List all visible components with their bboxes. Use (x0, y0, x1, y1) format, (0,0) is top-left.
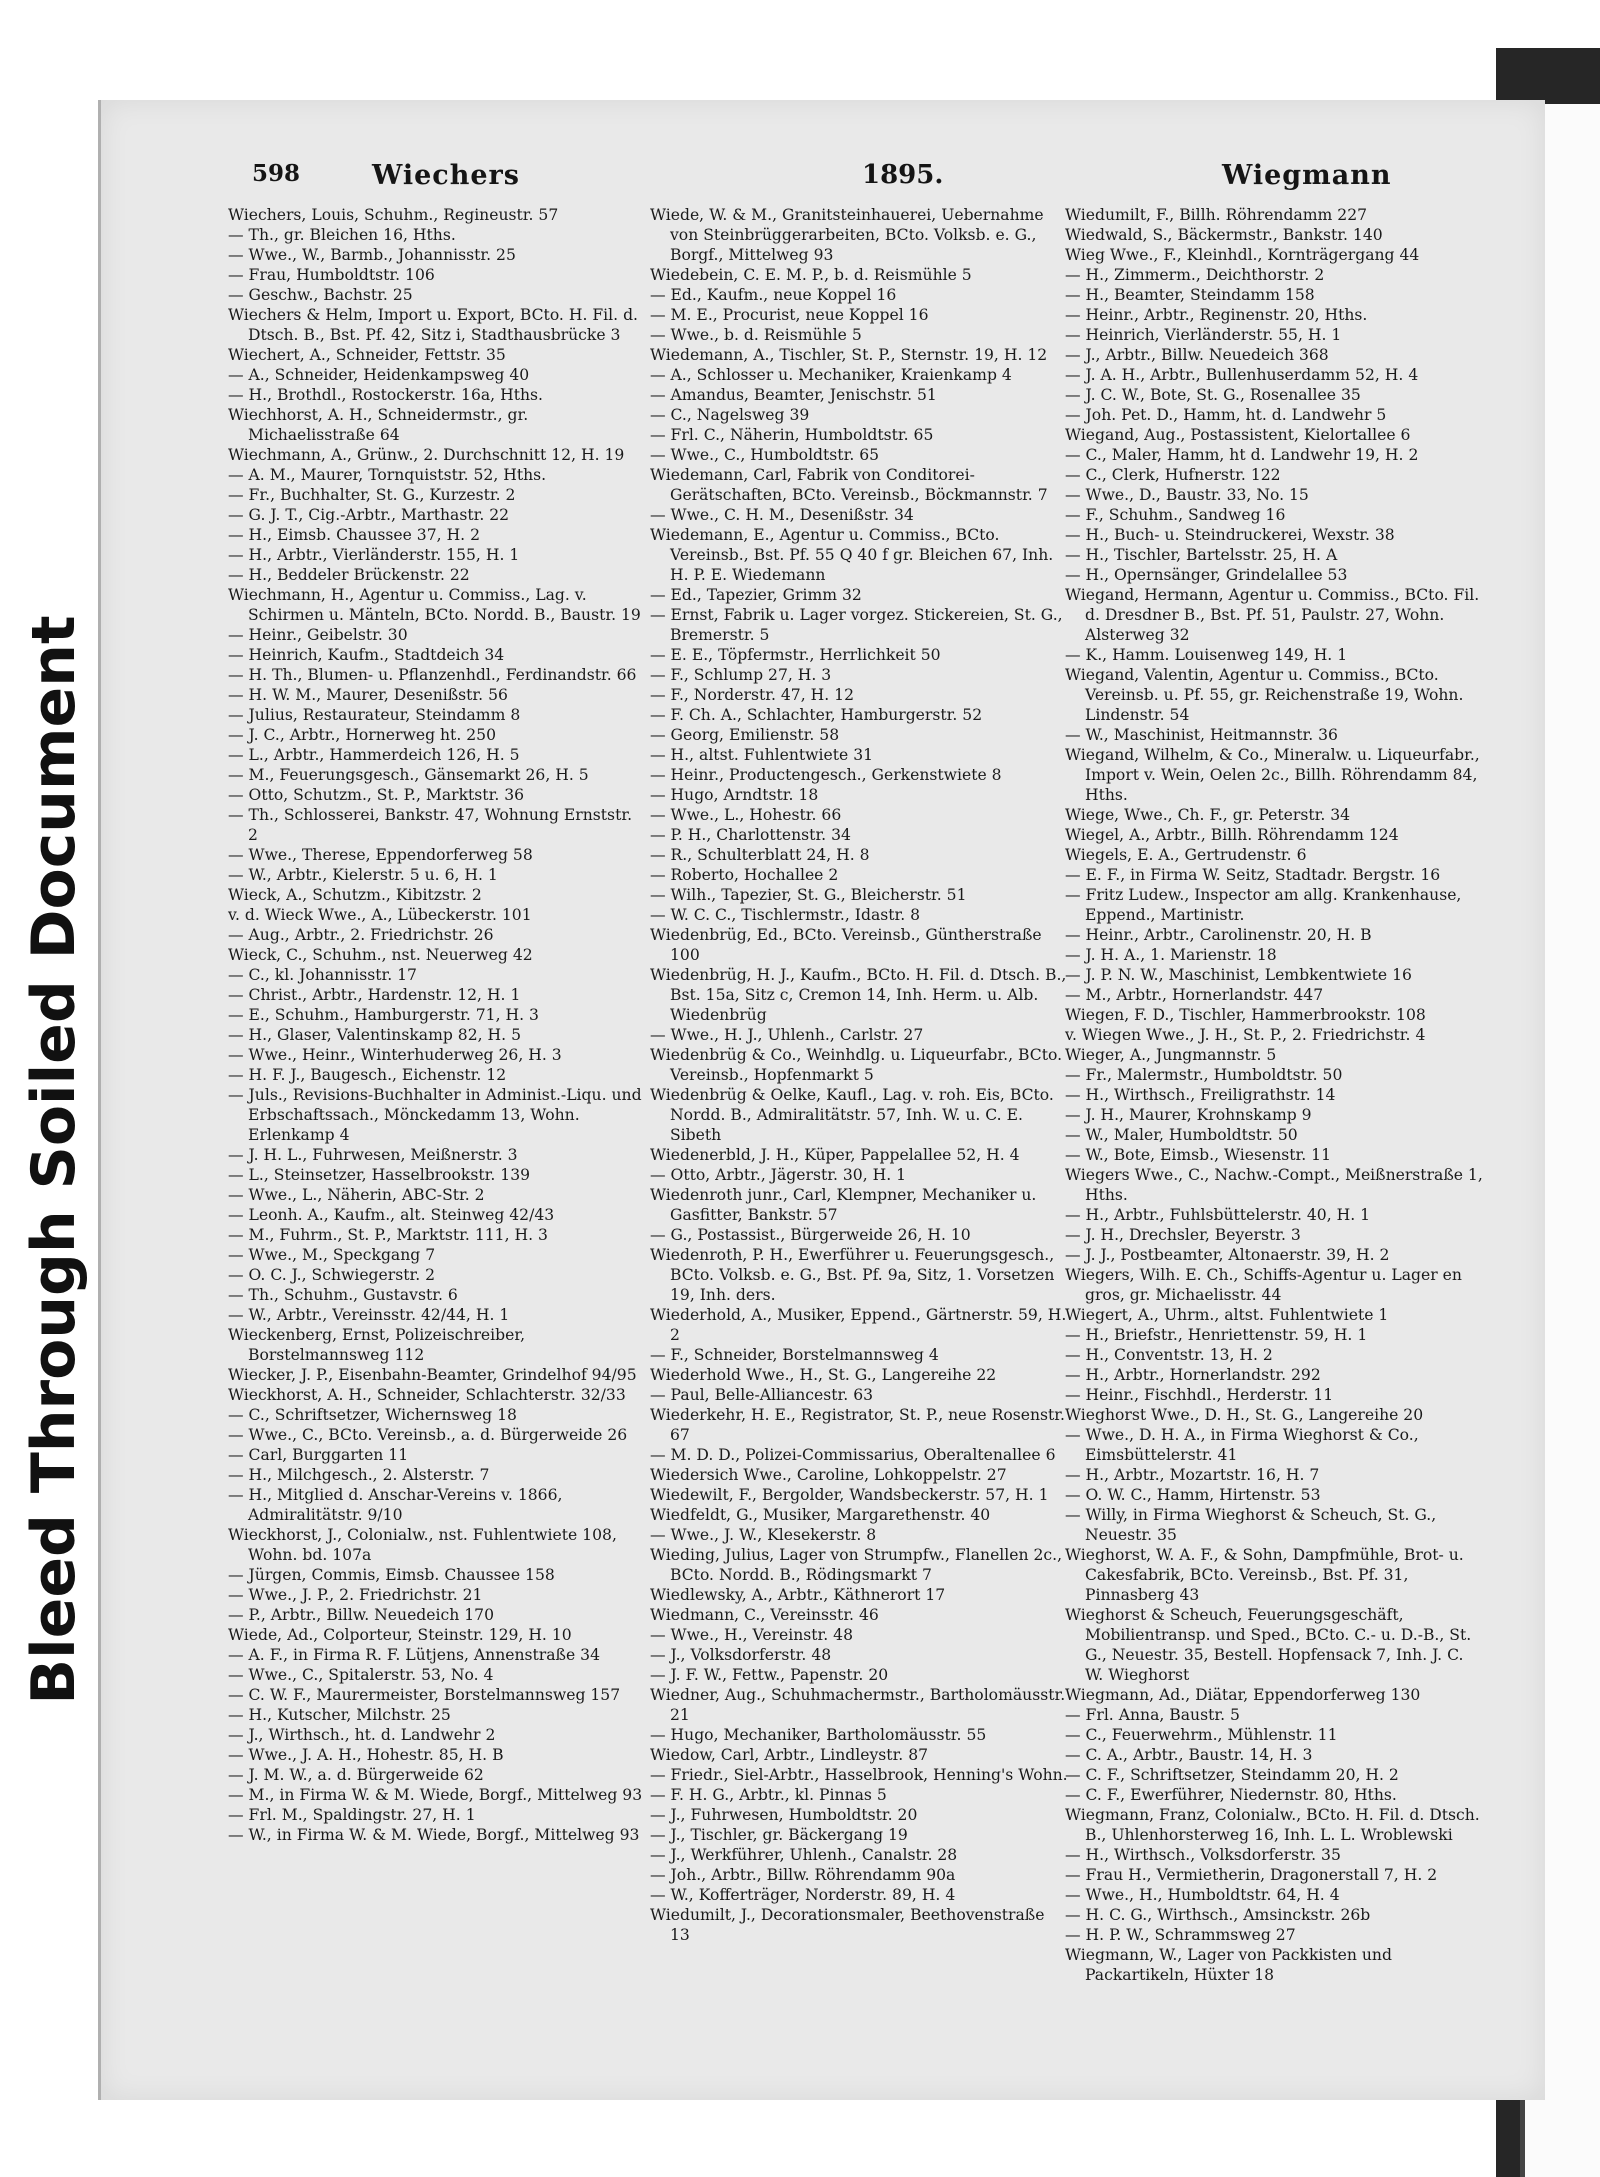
directory-entry: Wiegand, Hermann, Agentur u. Commiss., BCto. Fil. d. Dresdner B., Bst. Pf. 51, Paulstr. 27, Wohn. Alsterweg 32 (1065, 586, 1480, 644)
directory-entry: — Otto, Arbtr., Jägerstr. 30, H. 1 (650, 1166, 907, 1184)
directory-entry: Wiedemann, A., Tischler, St. P., Sternstr. 19, H. 12 (650, 346, 1048, 364)
directory-entry: Wiedfeldt, G., Musiker, Margarethenstr. 40 (650, 1506, 991, 1524)
directory-entry: — G., Postassist., Bürgerweide 26, H. 10 (650, 1226, 971, 1244)
directory-entry: — H., Wirthsch., Freiligrathstr. 14 (1065, 1086, 1336, 1104)
directory-entry: Wiegers Wwe., C., Nachw.-Compt., Meißnerstraße 1, Hths. (1065, 1166, 1483, 1204)
directory-entry: — H., Beamter, Steindamm 158 (1065, 286, 1315, 304)
directory-entry: Wiegel, A., Arbtr., Billh. Röhrendamm 124 (1065, 826, 1399, 844)
directory-entry: — H., Briefstr., Henriettenstr. 59, H. 1 (1065, 1326, 1368, 1344)
directory-entry: Wiedumilt, J., Decorationsmaler, Beethovenstraße 13 (650, 1906, 1045, 1944)
directory-entry: — Wwe., J. W., Klesekerstr. 8 (650, 1526, 877, 1544)
directory-entry: — J. J., Postbeamter, Altonaerstr. 39, H. 2 (1065, 1246, 1390, 1264)
directory-entry: — Joh. Pet. D., Hamm, ht. d. Landwehr 5 (1065, 406, 1387, 424)
directory-entry: — J. C., Arbtr., Hornerweg ht. 250 (228, 726, 496, 744)
directory-entry: Wiegand, Valentin, Agentur u. Commiss., BCto. Vereinsb. u. Pf. 55, gr. Reichenstraße 19, Wohn. Lindenstr. 54 (1065, 666, 1464, 724)
directory-entry: — Wwe., C., Humboldtstr. 65 (650, 446, 880, 464)
directory-entry: Wiederkehr, H. E., Registrator, St. P., neue Rosenstr. 67 (650, 1406, 1065, 1444)
directory-column-left (228, 205, 646, 1845)
directory-entry: — C. A., Arbtr., Baustr. 14, H. 3 (1065, 1746, 1313, 1764)
directory-entry: — H., Zimmerm., Deichthorstr. 2 (1065, 266, 1325, 284)
directory-entry: Wiegand, Wilhelm, & Co., Mineralw. u. Liqueurfabr., Import v. Wein, Oelen 2c., Billh. Röhrendamm 84, Hths. (1065, 746, 1480, 804)
directory-entry: — Paul, Belle-Alliancestr. 63 (650, 1386, 874, 1404)
directory-entry: — Heinrich, Vierländerstr. 55, H. 1 (1065, 326, 1342, 344)
directory-entry: — Th., Schlosserei, Bankstr. 47, Wohnung Ernststr. 2 (228, 806, 633, 844)
directory-entry: — J., Fuhrwesen, Humboldtstr. 20 (650, 1806, 918, 1824)
directory-entry: v. Wiegen Wwe., J. H., St. P., 2. Friedrichstr. 4 (1065, 1026, 1426, 1044)
directory-entry: Wiedner, Aug., Schuhmachermstr., Bartholomäusstr. 21 (650, 1686, 1066, 1724)
directory-entry: — H., Arbtr., Mozartstr. 16, H. 7 (1065, 1466, 1320, 1484)
directory-entry: — W., Maler, Humboldtstr. 50 (1065, 1126, 1298, 1144)
directory-entry: — A., Schlosser u. Mechaniker, Kraienkamp 4 (650, 366, 1012, 384)
directory-entry: Wieckenberg, Ernst, Polizeischreiber, Borstelmannsweg 112 (228, 1326, 526, 1364)
directory-entry: Wiedenroth junr., Carl, Klempner, Mechaniker u. Gasfitter, Bankstr. 57 (650, 1186, 1037, 1224)
directory-entry: Wiegels, E. A., Gertrudenstr. 6 (1065, 846, 1307, 864)
directory-entry: — H., Opernsänger, Grindelallee 53 (1065, 566, 1348, 584)
directory-entry: Wiedlewsky, A., Arbtr., Käthnerort 17 (650, 1586, 946, 1604)
directory-entry: Wiechhorst, A. H., Schneidermstr., gr. Michaelisstraße 64 (228, 406, 529, 444)
header-year: 1895. (862, 160, 944, 190)
directory-entry: — H., Milchgesch., 2. Alsterstr. 7 (228, 1466, 490, 1484)
directory-entry: — F., Schlump 27, H. 3 (650, 666, 832, 684)
directory-entry: — Heinr., Arbtr., Carolinenstr. 20, H. B (1065, 926, 1372, 944)
directory-entry: — Th., Schuhm., Gustavstr. 6 (228, 1286, 458, 1304)
directory-entry: — J. C. W., Bote, St. G., Rosenallee 35 (1065, 386, 1361, 404)
directory-entry: — C. W. F., Maurermeister, Borstelmannsweg 157 (228, 1686, 621, 1704)
directory-entry: — C. F., Schriftsetzer, Steindamm 20, H. 2 (1065, 1766, 1399, 1784)
directory-entry: — H., Mitglied d. Anschar-Vereins v. 1866, Admiralitätstr. 9/10 (228, 1486, 563, 1524)
directory-entry: — H., Conventstr. 13, H. 2 (1065, 1346, 1273, 1364)
directory-entry: Wieding, Julius, Lager von Strumpfw., Flanellen 2c., BCto. Nordd. B., Rödingsmarkt 7 (650, 1546, 1063, 1584)
directory-entry: — H., Tischler, Bartelsstr. 25, H. A (1065, 546, 1338, 564)
directory-entry: — A. F., in Firma R. F. Lütjens, Annenstraße 34 (228, 1646, 601, 1664)
directory-entry: — Wwe., J. A. H., Hohestr. 85, H. B (228, 1746, 504, 1764)
directory-entry: — C., Maler, Hamm, ht d. Landwehr 19, H. 2 (1065, 446, 1419, 464)
directory-entry: — H., altst. Fuhlentwiete 31 (650, 746, 874, 764)
directory-entry: — W., Arbtr., Kielerstr. 5 u. 6, H. 1 (228, 866, 498, 884)
directory-entry: — Wwe., H. J., Uhlenh., Carlstr. 27 (650, 1026, 924, 1044)
directory-entry: — J. M. W., a. d. Bürgerweide 62 (228, 1766, 484, 1784)
directory-entry: — C. F., Ewerführer, Niedernstr. 80, Hths. (1065, 1786, 1397, 1804)
directory-entry: Wiede, Ad., Colporteur, Steinstr. 129, H. 10 (228, 1626, 572, 1644)
directory-entry: — C., kl. Johannisstr. 17 (228, 966, 417, 984)
directory-entry: — F., Schneider, Borstelmannsweg 4 (650, 1346, 939, 1364)
directory-entry: — H., Buch- u. Steindruckerei, Wexstr. 38 (1065, 526, 1395, 544)
directory-entry: — Frl. C., Näherin, Humboldtstr. 65 (650, 426, 934, 444)
directory-entry: — G. J. T., Cig.-Arbtr., Marthastr. 22 (228, 506, 510, 524)
directory-entry: — H., Arbtr., Fuhlsbüttelerstr. 40, H. 1 (1065, 1206, 1371, 1224)
directory-entry: — M., Feuerungsgesch., Gänsemarkt 26, H. 5 (228, 766, 589, 784)
directory-entry: — C., Nagelsweg 39 (650, 406, 810, 424)
directory-entry: — R., Schulterblatt 24, H. 8 (650, 846, 870, 864)
directory-entry: Wiedemann, Carl, Fabrik von Conditorei-Gerätschaften, BCto. Vereinsb., Böckmannstr. 7 (650, 466, 1048, 504)
directory-entry: — H., Brothdl., Rostockerstr. 16a, Hths. (228, 386, 543, 404)
directory-entry: — Wwe., J. P., 2. Friedrichstr. 21 (228, 1586, 483, 1604)
directory-entry: — H. P. W., Schrammsweg 27 (1065, 1926, 1296, 1944)
directory-entry: — J., Wirthsch., ht. d. Landwehr 2 (228, 1726, 496, 1744)
directory-entry: Wiegmann, W., Lager von Packkisten und Packartikeln, Hüxter 18 (1065, 1946, 1392, 1984)
directory-entry: Wiedemann, E., Agentur u. Commiss., BCto. Vereinsb., Bst. Pf. 55 Q 40 f gr. Bleichen 67, Inh. H. P. E. Wiedemann (650, 526, 1054, 584)
directory-entry: — Amandus, Beamter, Jenischstr. 51 (650, 386, 937, 404)
directory-column-middle (650, 205, 1068, 1945)
directory-entry: — Wwe., W., Barmb., Johannisstr. 25 (228, 246, 516, 264)
directory-entry: — H., Glaser, Valentinskamp 82, H. 5 (228, 1026, 521, 1044)
directory-entry: Wiechmann, A., Grünw., 2. Durchschnitt 12, H. 19 (228, 446, 625, 464)
directory-entry: Wiedumilt, F., Billh. Röhrendamm 227 (1065, 206, 1368, 224)
directory-entry: Wieghorst, W. A. F., & Sohn, Dampfmühle, Brot- u. Cakesfabrik, BCto. Vereinsb., Bst. Pf. 31, Pinnasberg 43 (1065, 1546, 1464, 1604)
directory-entry: — Wwe., Therese, Eppendorferweg 58 (228, 846, 533, 864)
directory-entry: — W. C. C., Tischlermstr., Idastr. 8 (650, 906, 921, 924)
directory-entry: — J. H. L., Fuhrwesen, Meißnerstr. 3 (228, 1146, 518, 1164)
directory-entry: — M. E., Procurist, neue Koppel 16 (650, 306, 929, 324)
directory-entry: — E. E., Töpfermstr., Herrlichkeit 50 (650, 646, 941, 664)
directory-entry: — J. F. W., Fettw., Papenstr. 20 (650, 1666, 889, 1684)
directory-entry: — Julius, Restaurateur, Steindamm 8 (228, 706, 521, 724)
directory-entry: — W., Kofferträger, Norderstr. 89, H. 4 (650, 1886, 956, 1904)
directory-entry: — A., Schneider, Heidenkampsweg 40 (228, 366, 530, 384)
directory-entry: — C., Feuerwehrm., Mühlenstr. 11 (1065, 1726, 1338, 1744)
directory-entry: — H., Wirthsch., Volksdorferstr. 35 (1065, 1846, 1341, 1864)
directory-entry: v. d. Wieck Wwe., A., Lübeckerstr. 101 (228, 906, 532, 924)
directory-entry: — Fr., Buchhalter, St. G., Kurzestr. 2 (228, 486, 516, 504)
directory-entry: — Hugo, Mechaniker, Bartholomäusstr. 55 (650, 1726, 987, 1744)
directory-entry: Wiedebein, C. E. M. P., b. d. Reismühle 5 (650, 266, 972, 284)
directory-entry: Wiechers & Helm, Import u. Export, BCto. H. Fil. d. Dtsch. B., Bst. Pf. 42, Sitz i, Stadthausbrücke 3 (228, 306, 639, 344)
directory-entry: Wiedenbrüg, H. J., Kaufm., BCto. H. Fil. d. Dtsch. B., Bst. 15a, Sitz c, Cremon 14, Inh. Herm. u. Alb. Wiedenbrüg (650, 966, 1067, 1024)
directory-entry: — F. H. G., Arbtr., kl. Pinnas 5 (650, 1786, 887, 1804)
directory-entry: Wiedow, Carl, Arbtr., Lindleystr. 87 (650, 1746, 929, 1764)
header-left-catchword: Wiechers (372, 160, 520, 191)
page-header (152, 160, 1392, 202)
directory-entry: Wiedenbrüg & Co., Weinhdlg. u. Liqueurfabr., BCto. Vereinsb., Hopfenmarkt 5 (650, 1046, 1063, 1084)
stamp-text: Bleed Through Soiled Document (19, 615, 89, 1705)
directory-entry: — H. W. M., Maurer, Desenißstr. 56 (228, 686, 508, 704)
directory-entry: — Friedr., Siel-Arbtr., Hasselbrook, Henning's Wohn. (650, 1766, 1068, 1784)
directory-entry: — M., in Firma W. & M. Wiede, Borgf., Mittelweg 93 (228, 1786, 643, 1804)
directory-entry: Wieg Wwe., F., Kleinhdl., Kornträgergang 44 (1065, 246, 1420, 264)
directory-entry: — F., Norderstr. 47, H. 12 (650, 686, 854, 704)
directory-entry: — Hugo, Arndtstr. 18 (650, 786, 819, 804)
directory-entry: — Fritz Ludew., Inspector am allg. Krankenhause, Eppend., Martinistr. (1065, 886, 1462, 924)
directory-entry: — F. Ch. A., Schlachter, Hamburgerstr. 52 (650, 706, 983, 724)
directory-entry: Wiege, Wwe., Ch. F., gr. Peterstr. 34 (1065, 806, 1351, 824)
directory-entry: — Leonh. A., Kaufm., alt. Steinweg 42/43 (228, 1206, 555, 1224)
directory-entry: — Wwe., C. H. M., Desenißstr. 34 (650, 506, 914, 524)
directory-entry: — W., Arbtr., Vereinsstr. 42/44, H. 1 (228, 1306, 510, 1324)
directory-entry: — Frl. Anna, Baustr. 5 (1065, 1706, 1240, 1724)
directory-entry: — Heinr., Arbtr., Reginenstr. 20, Hths. (1065, 306, 1368, 324)
directory-entry: — M., Arbtr., Hornerlandstr. 447 (1065, 986, 1324, 1004)
directory-entry: Wiechmann, H., Agentur u. Commiss., Lag. v. Schirmen u. Mänteln, BCto. Nordd. B., Baustr. 19 (228, 586, 641, 624)
directory-entry: — Wwe., D., Baustr. 33, No. 15 (1065, 486, 1309, 504)
directory-entry: — H., Arbtr., Vierländerstr. 155, H. 1 (228, 546, 520, 564)
directory-entry: — Aug., Arbtr., 2. Friedrichstr. 26 (228, 926, 494, 944)
directory-entry: — Wwe., b. d. Reismühle 5 (650, 326, 862, 344)
directory-entry: Wiedmann, C., Vereinsstr. 46 (650, 1606, 879, 1624)
directory-entry: — Juls., Revisions-Buchhalter in Administ.-Liqu. und Erbschaftssach., Mönckedamm 13, Wohn. Erlenkamp 4 (228, 1086, 642, 1144)
directory-entry: — H., Kutscher, Milchstr. 25 (228, 1706, 451, 1724)
directory-entry: — Willy, in Firma Wieghorst & Scheuch, St. G., Neuestr. 35 (1065, 1506, 1437, 1544)
directory-entry: Wiedenerbld, J. H., Küper, Pappelallee 52, H. 4 (650, 1146, 1020, 1164)
directory-entry: Wiegen, F. D., Tischler, Hammerbrookstr. 108 (1065, 1006, 1426, 1024)
directory-entry: — M., Fuhrm., St. P., Marktstr. 111, H. 3 (228, 1226, 548, 1244)
directory-entry: — Wwe., D. H. A., in Firma Wieghorst & Co., Eimsbüttelerstr. 41 (1065, 1426, 1419, 1464)
directory-entry: Wiede, W. & M., Granitsteinhauerei, Uebernahme von Steinbrüggerarbeiten, BCto. Volksb. e. G., Borgf., Mittelweg 93 (650, 206, 1044, 264)
directory-entry: — Frau, Humboldtstr. 106 (228, 266, 435, 284)
directory-entry: Wiedewilt, F., Bergolder, Wandsbeckerstr. 57, H. 1 (650, 1486, 1049, 1504)
directory-entry: Wiedenbrüg, Ed., BCto. Vereinsb., Güntherstraße 100 (650, 926, 1042, 964)
directory-entry: Wiecker, J. P., Eisenbahn-Beamter, Grindelhof 94/95 (228, 1366, 637, 1384)
directory-entry: — J., Arbtr., Billw. Neuedeich 368 (1065, 346, 1329, 364)
page-number: 598 (252, 160, 301, 187)
directory-entry: — Roberto, Hochallee 2 (650, 866, 839, 884)
directory-entry: Wiederhold, A., Musiker, Eppend., Gärtnerstr. 59, H. 2 (650, 1306, 1067, 1344)
directory-entry: — H. F. J., Baugesch., Eichenstr. 12 (228, 1066, 507, 1084)
directory-entry: — W., in Firma W. & M. Wiede, Borgf., Mittelweg 93 (228, 1826, 640, 1844)
directory-entry: — Geschw., Bachstr. 25 (228, 286, 413, 304)
directory-entry: Wieckhorst, J., Colonialw., nst. Fuhlentwiete 108, Wohn. bd. 107a (228, 1526, 617, 1564)
directory-entry: — Wwe., M., Speckgang 7 (228, 1246, 436, 1264)
directory-entry: — L., Steinsetzer, Hasselbrookstr. 139 (228, 1166, 531, 1184)
directory-entry: Wieckhorst, A. H., Schneider, Schlachterstr. 32/33 (228, 1386, 626, 1404)
directory-entry: — J., Tischler, gr. Bäckergang 19 (650, 1826, 908, 1844)
directory-entry: — W., Maschinist, Heitmannstr. 36 (1065, 726, 1338, 744)
directory-entry: — J. H., Drechsler, Beyerstr. 3 (1065, 1226, 1301, 1244)
directory-entry: Wieger, A., Jungmannstr. 5 (1065, 1046, 1277, 1064)
directory-column-right (1065, 205, 1483, 1985)
directory-entry: — Joh., Arbtr., Billw. Röhrendamm 90a (650, 1866, 956, 1884)
directory-entry: — Wwe., H., Vereinstr. 48 (650, 1626, 854, 1644)
directory-entry: — J. H. A., 1. Marienstr. 18 (1065, 946, 1277, 964)
directory-entry: — Carl, Burggarten 11 (228, 1446, 409, 1464)
bleed-through-stamp (10, 615, 98, 1705)
directory-entry: — Ed., Kaufm., neue Koppel 16 (650, 286, 897, 304)
directory-entry: — J. A. H., Arbtr., Bullenhuserdamm 52, H. 4 (1065, 366, 1419, 384)
directory-entry: — J., Volksdorferstr. 48 (650, 1646, 832, 1664)
directory-entry: — A. M., Maurer, Tornquiststr. 52, Hths. (228, 466, 547, 484)
directory-entry: Wiederhold Wwe., H., St. G., Langereihe 22 (650, 1366, 997, 1384)
directory-entry: — M. D. D., Polizei-Commissarius, Oberaltenallee 6 (650, 1446, 1056, 1464)
directory-entry: — Wwe., C., BCto. Vereinsb., a. d. Bürgerweide 26 (228, 1426, 628, 1444)
directory-entry: — C., Schriftsetzer, Wichernsweg 18 (228, 1406, 517, 1424)
directory-entry: Wieck, A., Schutzm., Kibitzstr. 2 (228, 886, 482, 904)
directory-entry: Wiegmann, Franz, Colonialw., BCto. H. Fil. d. Dtsch. B., Uhlenhorsterweg 16, Inh. L. L. Wroblewski (1065, 1806, 1480, 1844)
directory-entry: — Heinr., Productengesch., Gerkenstwiete 8 (650, 766, 1002, 784)
directory-entry: — K., Hamm. Louisenweg 149, H. 1 (1065, 646, 1348, 664)
directory-entry: — P. H., Charlottenstr. 34 (650, 826, 851, 844)
directory-entry: — O. W. C., Hamm, Hirtenstr. 53 (1065, 1486, 1321, 1504)
directory-entry: — Wwe., L., Hohestr. 66 (650, 806, 842, 824)
directory-entry: — Th., gr. Bleichen 16, Hths. (228, 226, 456, 244)
directory-entry: Wiechert, A., Schneider, Fettstr. 35 (228, 346, 506, 364)
directory-entry: — Otto, Schutzm., St. P., Marktstr. 36 (228, 786, 525, 804)
directory-entry: — Wwe., C., Spitalerstr. 53, No. 4 (228, 1666, 494, 1684)
directory-entry: — Georg, Emilienstr. 58 (650, 726, 840, 744)
directory-entry: — P., Arbtr., Billw. Neuedeich 170 (228, 1606, 494, 1624)
directory-entry: — J. H., Maurer, Krohnskamp 9 (1065, 1106, 1312, 1124)
directory-entry: — Ed., Tapezier, Grimm 32 (650, 586, 862, 604)
directory-entry: — W., Bote, Eimsb., Wiesenstr. 11 (1065, 1146, 1331, 1164)
directory-entry: — H., Arbtr., Hornerlandstr. 292 (1065, 1366, 1321, 1384)
directory-entry: — Heinrich, Kaufm., Stadtdeich 34 (228, 646, 505, 664)
directory-entry: — E., Schuhm., Hamburgerstr. 71, H. 3 (228, 1006, 539, 1024)
header-right-catchword: Wiegmann (1222, 160, 1392, 191)
directory-entry: — Wwe., Heinr., Winterhuderweg 26, H. 3 (228, 1046, 562, 1064)
directory-entry: Wieghorst Wwe., D. H., St. G., Langereihe 20 (1065, 1406, 1424, 1424)
directory-entry: Wieck, C., Schuhm., nst. Neuerweg 42 (228, 946, 533, 964)
directory-entry: — Jürgen, Commis, Eimsb. Chaussee 158 (228, 1566, 555, 1584)
directory-entry: Wiegert, A., Uhrm., altst. Fuhlentwiete 1 (1065, 1306, 1389, 1324)
directory-entry: — Fr., Malermstr., Humboldtstr. 50 (1065, 1066, 1343, 1084)
directory-entry: Wiechers, Louis, Schuhm., Regineustr. 57 (228, 206, 559, 224)
directory-entry: — H. C. G., Wirthsch., Amsinckstr. 26b (1065, 1906, 1371, 1924)
directory-entry: — E. F., in Firma W. Seitz, Stadtadr. Bergstr. 16 (1065, 866, 1441, 884)
directory-entry: — Ernst, Fabrik u. Lager vorgez. Stickereien, St. G., Bremerstr. 5 (650, 606, 1063, 644)
directory-entry: — Wilh., Tapezier, St. G., Bleicherstr. 51 (650, 886, 967, 904)
directory-entry: — Wwe., L., Näherin, ABC-Str. 2 (228, 1186, 485, 1204)
directory-entry: — L., Arbtr., Hammerdeich 126, H. 5 (228, 746, 520, 764)
directory-entry: — Wwe., H., Humboldtstr. 64, H. 4 (1065, 1886, 1340, 1904)
directory-entry: Wiedwald, S., Bäckermstr., Bankstr. 140 (1065, 226, 1383, 244)
directory-entry: — H., Beddeler Brückenstr. 22 (228, 566, 470, 584)
directory-entry: — Frau H., Vermietherin, Dragonerstall 7, H. 2 (1065, 1866, 1438, 1884)
directory-entry: — H., Eimsb. Chaussee 37, H. 2 (228, 526, 480, 544)
directory-entry: — Christ., Arbtr., Hardenstr. 12, H. 1 (228, 986, 521, 1004)
directory-entry: — C., Clerk, Hufnerstr. 122 (1065, 466, 1281, 484)
directory-entry: Wiedersich Wwe., Caroline, Lohkoppelstr. 27 (650, 1466, 1007, 1484)
directory-entry: Wiegers, Wilh. E. Ch., Schiffs-Agentur u. Lager en gros, gr. Michaelisstr. 44 (1065, 1266, 1462, 1304)
directory-entry: — F., Schuhm., Sandweg 16 (1065, 506, 1286, 524)
directory-entry: Wiegand, Aug., Postassistent, Kielortallee 6 (1065, 426, 1411, 444)
directory-entry: Wiegmann, Ad., Diätar, Eppendorferweg 130 (1065, 1686, 1421, 1704)
directory-entry: Wiedenroth, P. H., Ewerführer u. Feuerungsgesch., BCto. Volksb. e. G., Bst. Pf. 9a, Sitz, 1. Vorsetzen 19, Inh. ders. (650, 1246, 1055, 1304)
directory-entry: — H. Th., Blumen- u. Pflanzenhdl., Ferdinandstr. 66 (228, 666, 637, 684)
directory-entry: Wieghorst & Scheuch, Feuerungsgeschäft, Mobilientransp. und Sped., BCto. C.- u. D.-B., St. G., Neuestr. 35, Bestell. Hopfensack 7, Inh. J. C. W. Wieghorst (1065, 1606, 1472, 1684)
directory-entry: — Heinr., Fischhdl., Herderstr. 11 (1065, 1386, 1334, 1404)
directory-entry: Wiedenbrüg & Oelke, Kaufl., Lag. v. roh. Eis, BCto. Nordd. B., Admiralitätstr. 57, Inh. W. u. C. E. Sibeth (650, 1086, 1054, 1144)
directory-entry: — J., Werkführer, Uhlenh., Canalstr. 28 (650, 1846, 958, 1864)
directory-entry: — O. C. J., Schwiegerstr. 2 (228, 1266, 436, 1284)
directory-entry: — J. P. N. W., Maschinist, Lembkentwiete 16 (1065, 966, 1412, 984)
directory-entry: — Frl. M., Spaldingstr. 27, H. 1 (228, 1806, 476, 1824)
directory-entry: — Heinr., Geibelstr. 30 (228, 626, 408, 644)
